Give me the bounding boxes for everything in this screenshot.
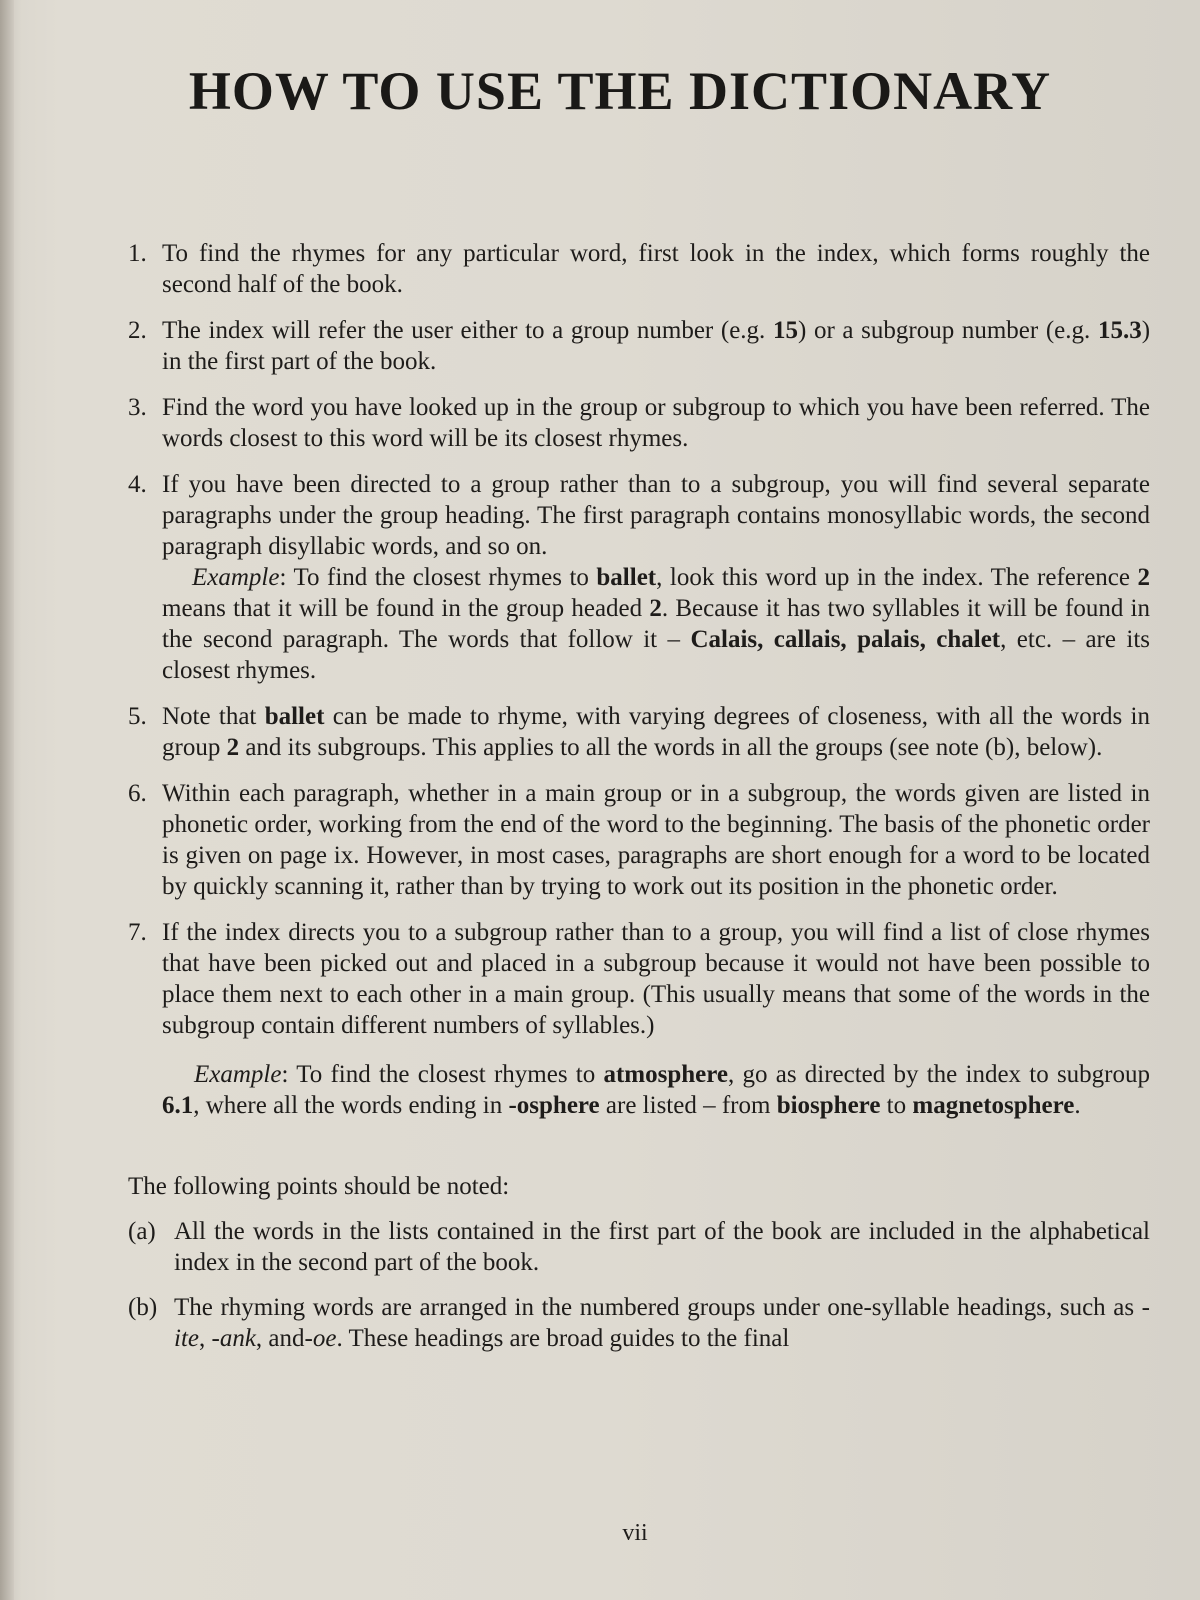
item-text: Note that ballet can be made to rhyme, with varying degrees of closeness, with all the words in group 2 and its subgroups. This applies to all the words in all the groups (see note (b), below).: [162, 703, 1151, 761]
item-text: Within each paragraph, whether in a main group or in a subgroup, the words given are listed in phonetic order, working from the end of the word to the beginning. The basis of the phonetic order is given on page ix. However, in most cases, paragraphs are short enough for a word to be located by quickly scanning it, rather than by trying to work out its position in the phonetic order.: [162, 780, 1150, 900]
point-label: (a): [128, 1218, 156, 1245]
item-number: 1.: [128, 240, 147, 267]
point-label: (b): [128, 1294, 158, 1321]
instruction-item-3: [128, 392, 1150, 454]
item-number: 2.: [128, 317, 147, 344]
page-gutter: [0, 0, 14, 1600]
item-number: 7.: [128, 919, 147, 946]
item-number: 5.: [128, 703, 147, 730]
item-text: Find the word you have looked up in the group or subgroup to which you have been referred. The words closest to this word will be its closest rhymes.: [162, 394, 1150, 452]
item-text: If the index directs you to a subgroup rather than to a group, you will find a list of close rhymes that have been picked out and placed in a subgroup because it would not have been possible to place them next to each other in a main group. (This usually means that some of the words in the subgroup contain different numbers of syllables.): [162, 919, 1150, 1039]
page-number: vii: [622, 1520, 648, 1546]
item-text: If you have been directed to a group rather than to a subgroup, you will find several separate paragraphs under the group heading. The first paragraph contains monosyllabic words, the second paragraph disyllabic words, and so on. Example: To find the closest rhymes to ballet, look this word up in the index. The reference 2 means that it will be found in the group headed 2. Because it has two syllables it will be found in the second paragraph. The words that follow it – Calais, callais, palais, chalet, etc. – are its closest rhymes.: [162, 471, 1151, 684]
instruction-item-5: [128, 701, 1150, 763]
points-intro: The following points should be noted:: [128, 1173, 510, 1200]
point-text: All the words in the lists contained in the first part of the book are included in the alphabetical index in the second part of the book.: [174, 1218, 1150, 1276]
instruction-item-4: [128, 469, 1150, 686]
item-text: The index will refer the user either to a group number (e.g. 15) or a subgroup number (e.g. 15.3) in the first part of the book.: [162, 317, 1151, 375]
instruction-item-2: [128, 315, 1150, 377]
example-paragraph: Example: To find the closest rhymes to atmosphere, go as directed by the index to subgroup 6.1, where all the words ending in -osphere are listed – from biosphere to magnetosphere.: [162, 1061, 1150, 1119]
instructions-body: [128, 238, 1150, 1368]
item-number: 3.: [128, 394, 147, 421]
point-text: The rhyming words are arranged in the numbered groups under one-syllable headings, such as -ite, -ank, and-oe. These headings are broad guides to the final: [174, 1294, 1150, 1352]
instruction-item-6: [128, 778, 1150, 902]
instruction-item-1: [128, 238, 1150, 300]
page-title: HOW TO USE THE DICTIONARY: [188, 61, 1052, 121]
instruction-item-7: [128, 917, 1150, 1041]
note-point-b: [128, 1292, 1150, 1354]
note-point-a: [128, 1216, 1150, 1278]
item-number: 6.: [128, 780, 147, 807]
item-number: 4.: [128, 471, 147, 498]
item-text: To find the rhymes for any particular word, first look in the index, which forms roughly the second half of the book.: [162, 240, 1150, 298]
example-paragraph: Example: To find the closest rhymes to ballet, look this word up in the index. The reference 2 means that it will be found in the group headed 2. Because it has two syllables it will be found in the second paragraph. The words that follow it – Calais, callais, palais, chalet, etc. – are its closest rhymes.: [162, 564, 1151, 684]
